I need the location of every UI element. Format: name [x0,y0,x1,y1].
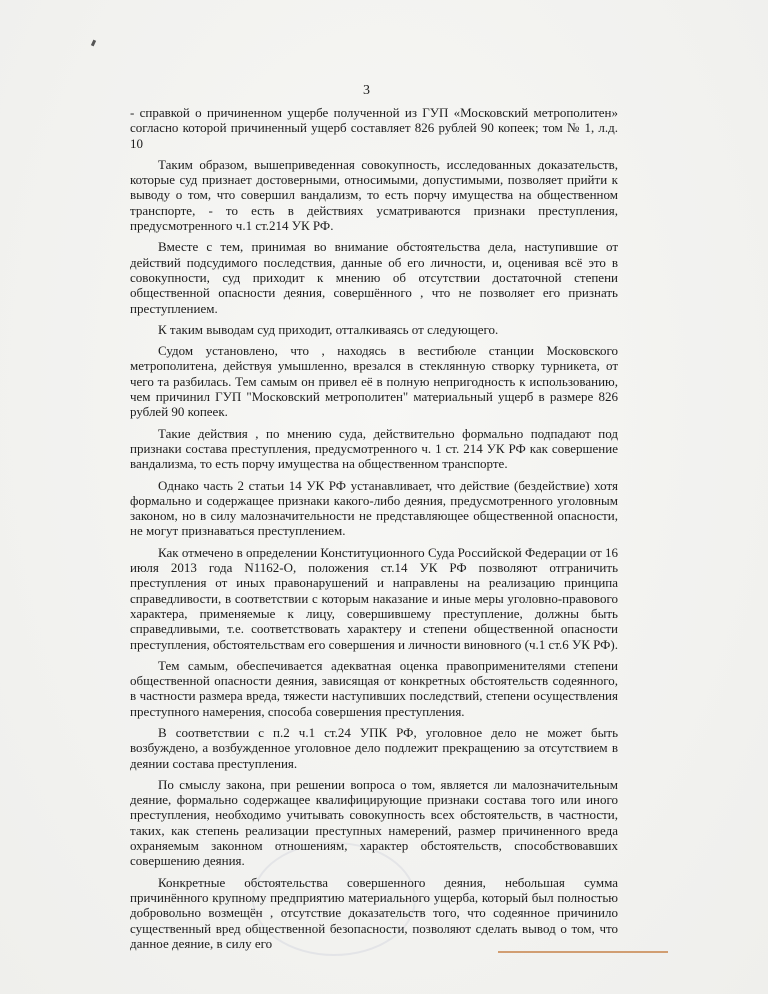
paragraph: - справкой о причиненном ущербе полученной из ГУП «Московский метрополитен» согласно которой причиненный ущерб составляет 826 рублей 90 копеек; том № 1, л.д. 10 [130,105,618,151]
document-body [130,105,618,957]
paragraph: Судом установлено, что , находясь в вестибюле станции Московского метрополитена, действуя умышленно, врезался в стеклянную створку турникета, от чего та разбилась. Тем самым он привел её в полную непригодность к использованию, чем причинил ГУП "Московский метрополитен" материальный ущерб в размере 826 рублей 90 копеек. [130,343,618,420]
paragraph: Вместе с тем, принимая во внимание обстоятельства дела, наступившие от действий подсудимого последствия, данные об его личности, и, оценивая всё это в совокупности, суд приходит к мнению об отсутствии достаточной степени общественной опасности деяния, совершённого , что не позволяет его признать преступлением. [130,239,618,316]
scan-mark [91,40,96,47]
paragraph: Как отмечено в определении Конституционного Суда Российской Федерации от 16 июля 2013 года N1162-О, положения ст.14 УК РФ позволяют отграничить преступления от иных правонарушений и направлены на реализацию принципа справедливости, в соответствии с которым наказание и иные меры уголовно-правового характера, применяемые к лицу, совершившему преступление, должны быть справедливыми, т.е. соответствовать характеру и степени общественной опасности преступления, обстоятельствам его совершения и личности виновного (ч.1 ст.6 УК РФ). [130,544,619,652]
paragraph: Конкретные обстоятельства совершенного деяния, небольшая сумма причинённого крупному предприятию материального ущерба, который был полностью добровольно возмещён , отсутствие доказательств того, что содеянное причинило существенный вред общественной безопасности, позволяют сделать вывод о том, что данное деяние, в силу его [130,874,618,951]
paragraph: Однако часть 2 статьи 14 УК РФ устанавливает, что действие (бездействие) хотя формально и содержащее признаки какого-либо деяния, предусмотренного уголовным законом, но в силу малозначительности не представляющее общественной опасности, не могут признаваться преступлением. [130,477,618,539]
bottom-rule [498,951,668,953]
paragraph: Тем самым, обеспечивается адекватная оценка правоприменителями степени общественной опасности деяния, зависящая от конкретных обстоятельств содеянного, в частности размера вреда, тяжести наступивших последствий, степени осуществления преступного намерения, способа совершения преступления. [130,657,618,719]
paragraph: По смыслу закона, при решении вопроса о том, является ли малозначительным деяние, формально содержащее квалифицирующие признаки состава того или иного преступления, необходимо учитывать совокупность всех обстоятельств, в частности, таких, как степень реализации преступных намерений, размер причиненного вреда охраняемым законном отношениям, характер обстоятельств, способствовавших совершению деяния. [130,776,618,869]
paragraph: Такие действия , по мнению суда, действительно формально подпадают под признаки состава преступления, предусмотренного ч. 1 ст. 214 УК РФ как совершение вандализма, то есть порчу имущества на общественном транспорте. [130,425,618,472]
faint-stamp [252,842,416,956]
page-number: 3 [363,83,370,98]
paragraph: К таким выводам суд приходит, отталкиваясь от следующего. [158,321,499,337]
paragraph: Таким образом, вышеприведенная совокупность, исследованных доказательств, которые суд признает достоверными, относимыми, допустимыми, позволяет прийти к выводу о том, что совершил вандализм, то есть порчу имущества на общественном транспорте, - то есть в действиях усматриваются признаки преступления, предусмотренного ч.1 ст.214 УК РФ. [130,156,618,234]
paragraph: В соответствии с п.2 ч.1 ст.24 УПК РФ, уголовное дело не может быть возбуждено, а возбужденное уголовное дело подлежит прекращению за отсутствием в деянии состава преступления. [130,724,618,771]
